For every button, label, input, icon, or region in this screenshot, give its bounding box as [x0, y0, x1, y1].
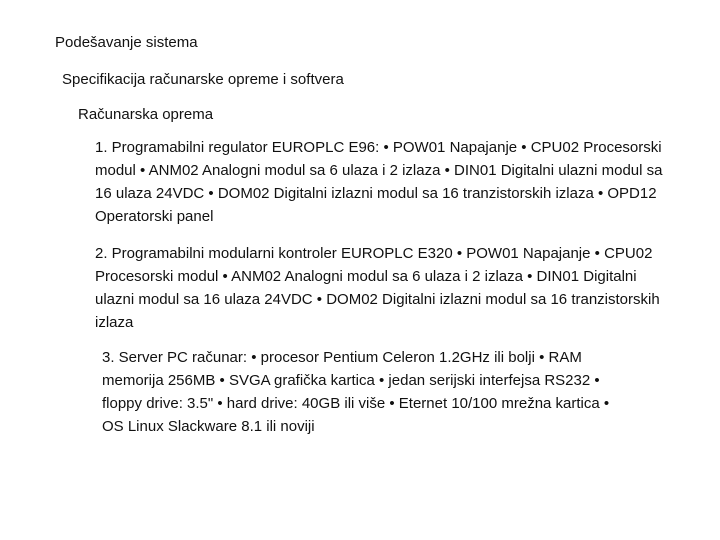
section-heading: Specifikacija računarske opreme i softvera: [62, 71, 344, 88]
equipment-item-plc-e96: 1. Programabilni regulator EUROPLC E96: • POW01 Napajanje • CPU02 Procesorski modul • ANM02 Analogni modul sa 6 ulaza i 2 izlaza • DIN01 Digitalni ulazni modul sa 16 ulaza 24VDC • DOM02 Digitalni izlazni modul sa 16 tranzistorskih izlaza • OPD12 Operatorski panel: [95, 139, 663, 225]
equipment-item-plc-e320: 2. Programabilni modularni kontroler EUROPLC E320 • POW01 Napajanje • CPU02 Procesorski modul • ANM02 Analogni modul sa 6 ulaza i 2 izlaza • DIN01 Digitalni ulazni modul sa 16 ulaza 24VDC • DOM02 Digitalni izlazni modul sa 16 tranzistorskih izlaza: [95, 245, 660, 331]
slide-title: Podešavanje sistema: [55, 34, 198, 51]
subsection-heading: Računarska oprema: [78, 106, 214, 123]
equipment-item-server-pc: 3. Server PC računar: • procesor Pentium Celeron 1.2GHz ili bolji • RAM memorija 256MB • SVGA grafička kartica • jedan serijski interfejsa RS232 • floppy drive: 3.5" • hard drive: 40GB ili više • Eternet 10/100 mrežna kartica • OS Linux Slackware 8.1 ili noviji: [102, 349, 610, 435]
